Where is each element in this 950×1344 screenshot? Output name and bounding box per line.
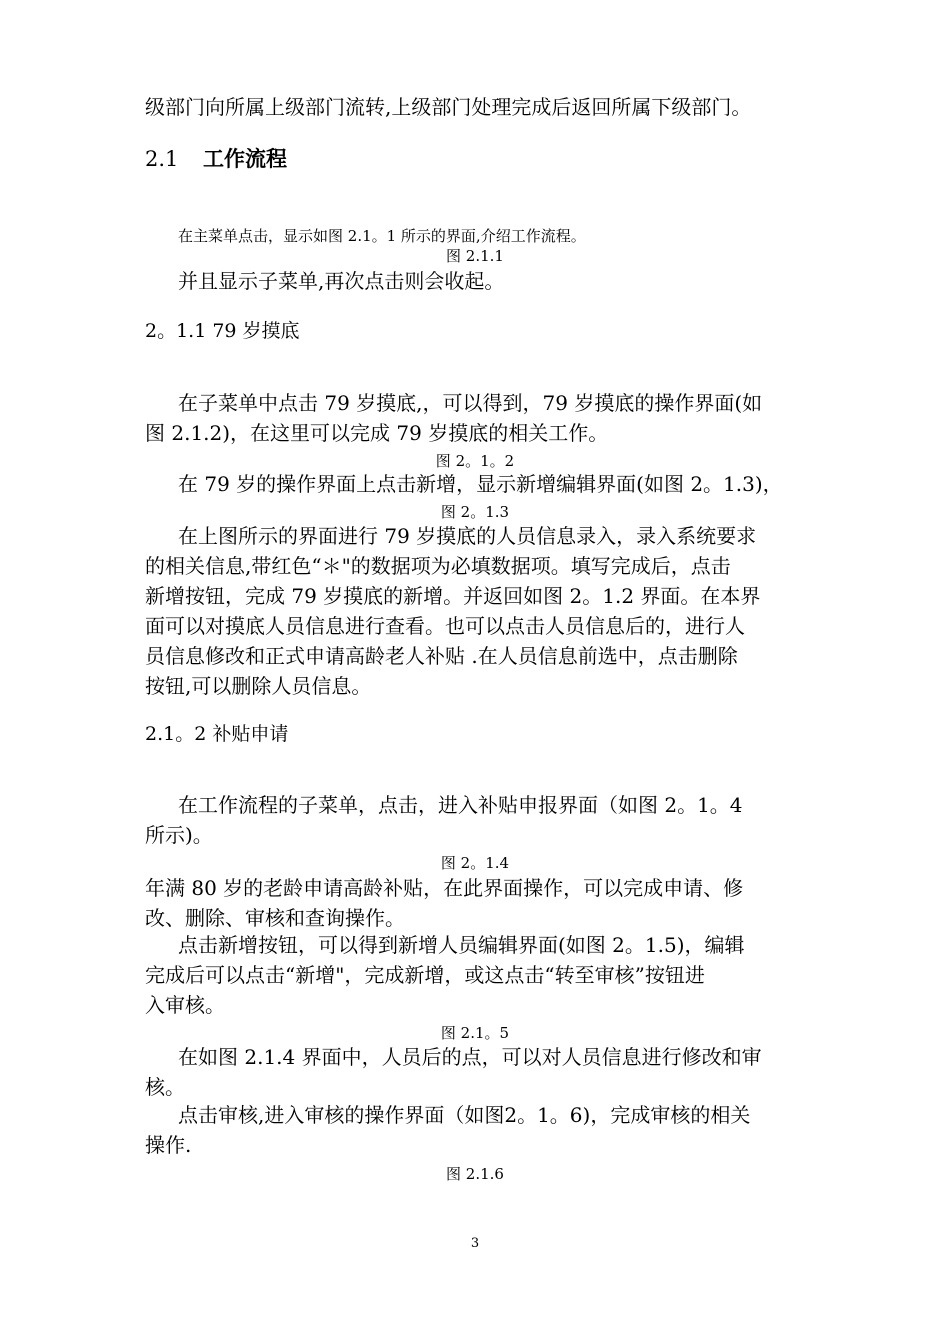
- body-text: 在上图所示的界面进行 79 岁摸底的人员信息录入，录入系统要求: [178, 524, 757, 548]
- body-text: 在子菜单中点击 79 岁摸底,，可以得到，79 岁摸底的操作界面(如: [178, 391, 763, 415]
- figure-caption: 图 2。1。2: [435, 452, 515, 470]
- body-text: 图 2.1.2)，在这里可以完成 79 岁摸底的相关工作。: [145, 421, 609, 445]
- body-text: 按钮,可以删除人员信息。: [145, 674, 372, 698]
- page-number: 3: [470, 1236, 480, 1251]
- intro-text: 级部门向所属上级部门流转,上级部门处理完成后返回所属下级部门。: [145, 95, 752, 119]
- body-text: 完成后可以点击“新增"，完成新增，或这点击“转至审核”按钮进: [145, 963, 705, 987]
- body-text: 在如图 2.1.4 界面中，人员后的点，可以对人员信息进行修改和审: [178, 1045, 762, 1069]
- body-text: 核。: [145, 1075, 185, 1099]
- body-text: 并且显示子菜单,再次点击则会收起。: [178, 269, 505, 293]
- body-text: 点击新增按钮，可以得到新增人员编辑界面(如图 2。1.5)，编辑: [178, 933, 745, 957]
- figure-caption: 图 2.1.1: [446, 247, 504, 265]
- body-text: 操作.: [145, 1133, 192, 1157]
- body-text: 新增按钮，完成 79 岁摸底的新增。并返回如图 2。1.2 界面。在本界: [145, 584, 761, 608]
- figure-caption: 图 2。1.3: [440, 503, 510, 521]
- body-text: 在工作流程的子菜单，点击，进入补贴申报界面（如图 2。1。4: [178, 793, 743, 817]
- body-text: 的相关信息,带红色“＊"的数据项为必填数据项。填写完成后，点击: [145, 554, 731, 578]
- section-number: 2.1: [145, 147, 179, 171]
- section-heading-2-1: [145, 144, 287, 174]
- body-text: 在主菜单点击，显示如图 2.1。1 所示的界面,介绍工作流程。: [178, 227, 586, 245]
- body-text: 改、删除、审核和查询操作。: [145, 906, 405, 930]
- body-text: 所示)。: [145, 823, 213, 847]
- body-text: 员信息修改和正式申请高龄老人补贴 .在人员信息前选中，点击删除: [145, 644, 738, 668]
- body-text: 点击审核,进入审核的操作界面（如图2。1。6)，完成审核的相关: [178, 1103, 751, 1127]
- figure-caption: 图 2.1。5: [440, 1024, 510, 1042]
- figure-caption: 图 2。1.4: [440, 854, 510, 872]
- body-text: 年满 80 岁的老龄申请高龄补贴，在此界面操作，可以完成申请、修: [145, 876, 744, 900]
- body-text: 在 79 岁的操作界面上点击新增，显示新增编辑界面(如图 2。1.3)，: [178, 472, 783, 496]
- body-text: 面可以对摸底人员信息进行查看。也可以点击人员信息后的，进行人: [145, 614, 745, 638]
- body-text: 入审核。: [145, 993, 225, 1017]
- figure-caption: 图 2.1.6: [446, 1165, 504, 1183]
- subsection-heading-2-1-1: 2。1.1 79 岁摸底: [145, 320, 300, 342]
- section-title: 工作流程: [203, 147, 287, 171]
- subsection-heading-2-1-2: 2.1。2 补贴申请: [145, 723, 289, 745]
